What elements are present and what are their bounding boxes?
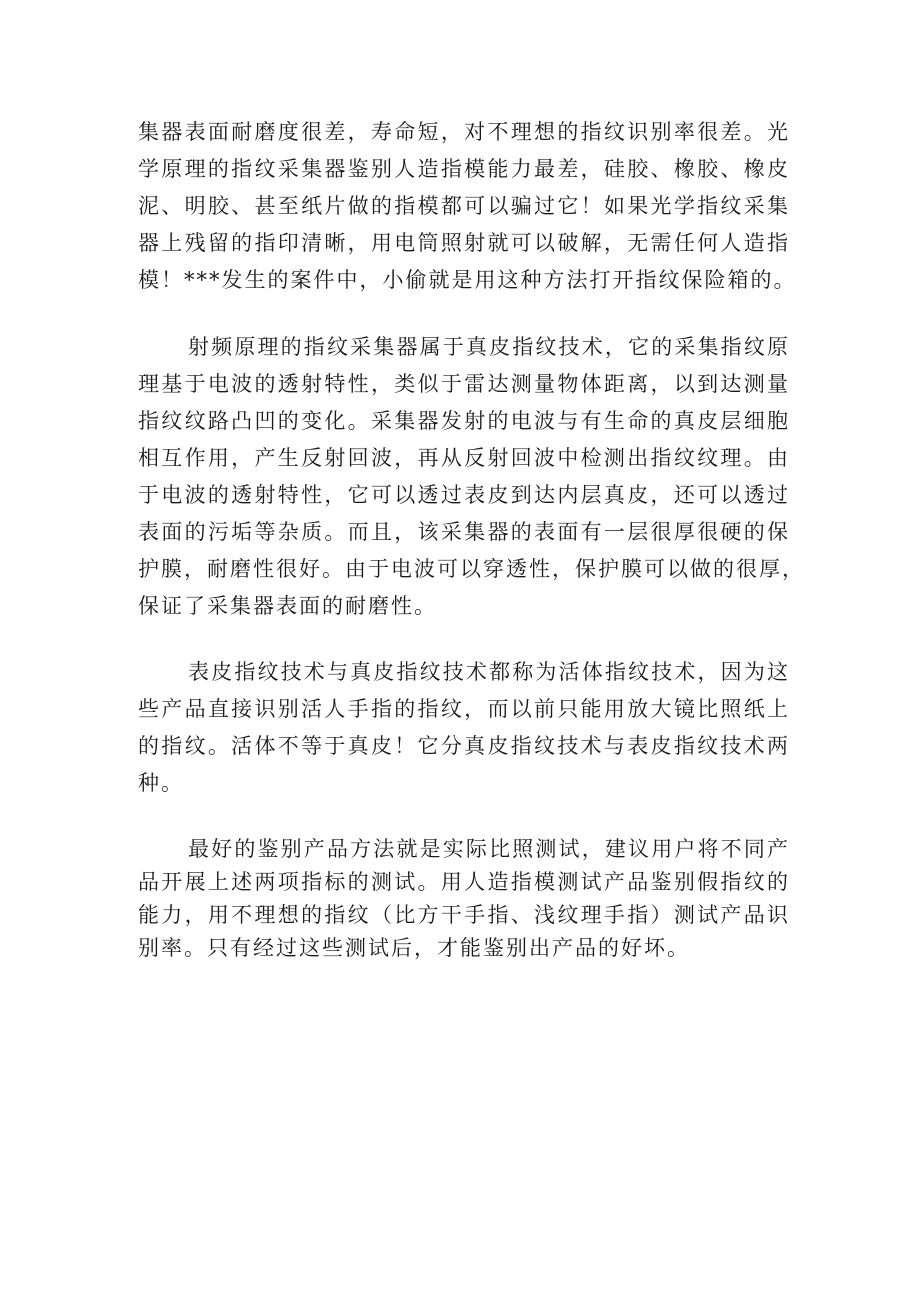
- text-line: 集器表面耐磨度很差，寿命短，对不理想的指纹识别率很差。光: [138, 120, 790, 144]
- text-line: 的指纹。活体不等于真皮！它分真皮指纹技术与表皮指纹技术两: [138, 734, 790, 758]
- text-line: 器上残留的指印清晰，用电筒照射就可以破解，无需任何人造指: [138, 231, 790, 255]
- text-line: 理基于电波的透射特性，类似于雷达测量物体距离，以到达测量: [138, 372, 790, 396]
- paragraph-rf-sensor: [138, 329, 805, 625]
- paragraph-optical-sensor: [138, 114, 797, 299]
- text-line: 别率。只有经过这些测试后，才能鉴别出产品的好坏。: [138, 936, 690, 960]
- text-line: 射频原理的指纹采集器属于真皮指纹技术，它的采集指纹原: [188, 335, 790, 359]
- text-line: 护膜，耐磨性很好。由于电波可以穿透性，保护膜可以做的很厚，: [138, 557, 805, 581]
- text-line: 学原理的指纹采集器鉴别人造指模能力最差，硅胶、橡胶、橡皮: [138, 157, 790, 181]
- text-line: 泥、明胶、甚至纸片做的指模都可以骗过它！如果光学指纹采集: [138, 194, 790, 218]
- text-line: 相互作用，产生反射回波，再从反射回波中检测出指纹纹理。由: [138, 446, 790, 470]
- text-line: 品开展上述两项指标的测试。用人造指模测试产品鉴别假指纹的: [138, 870, 790, 894]
- text-line: 指纹纹路凸凹的变化。采集器发射的电波与有生命的真皮层细胞: [138, 409, 790, 433]
- text-line: 些产品直接识别活人手指的指纹，而以前只能用放大镜比照纸上: [138, 697, 790, 721]
- paragraph-live-fingerprint: [138, 654, 790, 802]
- paragraph-testing-advice: [138, 833, 790, 965]
- text-line: 模！***发生的案件中，小偷就是用这种方法打开指纹保险箱的。: [138, 268, 797, 292]
- text-line: 表皮指纹技术与真皮指纹技术都称为活体指纹技术，因为这: [188, 660, 790, 684]
- text-line: 表面的污垢等杂质。而且，该采集器的表面有一层很厚很硬的保: [138, 520, 790, 544]
- text-line: 于电波的透射特性，它可以透过表皮到达内层真皮，还可以透过: [138, 483, 790, 507]
- text-line: 保证了采集器表面的耐磨性。: [138, 594, 437, 618]
- text-line: 种。: [138, 771, 184, 795]
- text-line: 最好的鉴别产品方法就是实际比照测试，建议用户将不同产: [188, 837, 790, 861]
- text-line: 能力，用不理想的指纹（比方干手指、浅纹理手指）测试产品识: [138, 903, 790, 927]
